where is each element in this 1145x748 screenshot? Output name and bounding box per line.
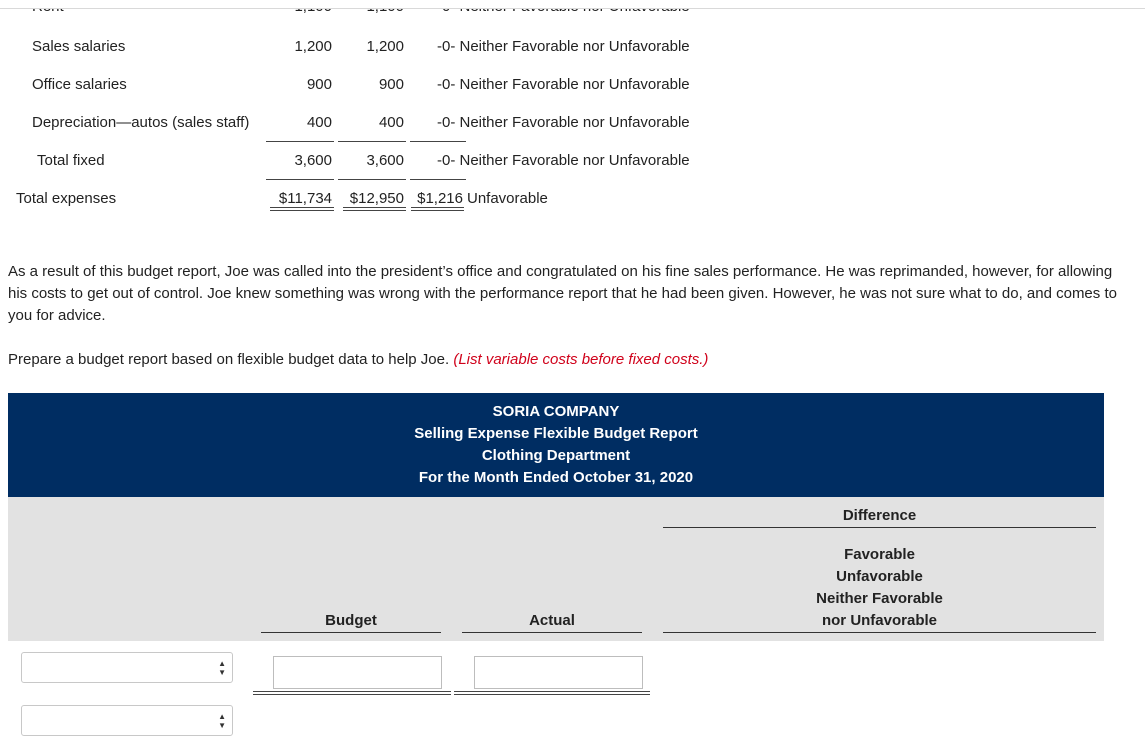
company-name: SORIA COMPANY (492, 403, 620, 420)
double-underline (253, 691, 451, 695)
instruction-paragraph (8, 349, 1133, 371)
sales-salaries-actual: 1,200 (366, 38, 404, 55)
sales-salaries-difference: -0- Neither Favorable nor Unfavorable (437, 38, 690, 55)
total-expenses-diff-amount: $1,216 (417, 190, 463, 207)
budget-input-1[interactable] (273, 656, 442, 689)
actual-rule (462, 632, 642, 633)
underline (338, 141, 406, 142)
underline (410, 179, 466, 180)
underline (266, 141, 334, 142)
total-fixed-actual: 3,600 (366, 152, 404, 169)
difference-bottom-rule (663, 632, 1096, 633)
diff-option-favorable: Favorable (844, 546, 915, 563)
updown-arrows-icon: ▲ ▼ (218, 712, 226, 730)
scenario-paragraph: As a result of this budget report, Joe was called into the president’s office and congratulated on his fine sales performance. He was reprimanded, however, for allowing his costs to get out of control. Joe knew something was wrong with the performance report that he had been given. However, he was not sure what to do, and comes to you for advice. (8, 263, 1117, 324)
row-label-office-salaries: Office salaries (32, 76, 127, 93)
office-salaries-difference: -0- Neither Favorable nor Unfavorable (437, 76, 690, 93)
row-label-total-fixed: Total fixed (37, 152, 105, 169)
underline (410, 141, 466, 142)
budget-rule (261, 632, 441, 633)
double-underline (270, 207, 334, 211)
underline (338, 179, 406, 180)
office-salaries-budget: 900 (306, 76, 332, 93)
total-fixed-difference: -0- Neither Favorable nor Unfavorable (437, 152, 690, 169)
department-name: Clothing Department (481, 447, 631, 464)
col-budget: Budget (325, 612, 377, 629)
col-actual: Actual (529, 612, 575, 629)
top-divider-2 (0, 8, 1145, 9)
total-expenses-budget: $11,734 (278, 190, 332, 207)
double-underline (411, 207, 464, 211)
double-underline (454, 691, 650, 695)
office-salaries-actual: 900 (378, 76, 404, 93)
row-label-total-expenses: Total expenses (16, 190, 117, 207)
total-expenses-actual: $12,950 (349, 190, 404, 207)
instruction-text: Prepare a budget report based on flexible budget data to help Joe. (8, 351, 450, 368)
diff-option-unfavorable: Unfavorable (836, 568, 923, 585)
diff-option-nor-unfavorable: nor Unfavorable (821, 612, 938, 629)
updown-arrows-icon: ▲ ▼ (218, 659, 226, 677)
total-expenses-diff-word: Unfavorable (467, 190, 548, 207)
actual-input-1[interactable] (474, 656, 643, 689)
underline (266, 179, 334, 180)
diff-option-neither: Neither Favorable (816, 590, 943, 607)
depreciation-actual: 400 (378, 114, 404, 131)
difference-rule (663, 527, 1096, 528)
sales-salaries-budget: 1,200 (294, 38, 332, 55)
depreciation-budget: 400 (306, 114, 332, 131)
report-period: For the Month Ended October 31, 2020 (418, 469, 694, 486)
col-difference: Difference (842, 507, 917, 524)
total-fixed-budget: 3,600 (294, 152, 332, 169)
double-underline (343, 207, 406, 211)
row-label-sales-salaries: Sales salaries (32, 38, 126, 55)
instruction-note: (List variable costs before fixed costs.) (453, 351, 709, 368)
report-header (8, 393, 1104, 497)
report-title: Selling Expense Flexible Budget Report (414, 425, 698, 442)
row-label-depreciation: Depreciation—autos (sales staff) (32, 114, 250, 131)
expense-dropdown-1[interactable] (21, 652, 233, 683)
depreciation-difference: -0- Neither Favorable nor Unfavorable (437, 114, 690, 131)
expense-dropdown-2[interactable] (21, 705, 233, 736)
